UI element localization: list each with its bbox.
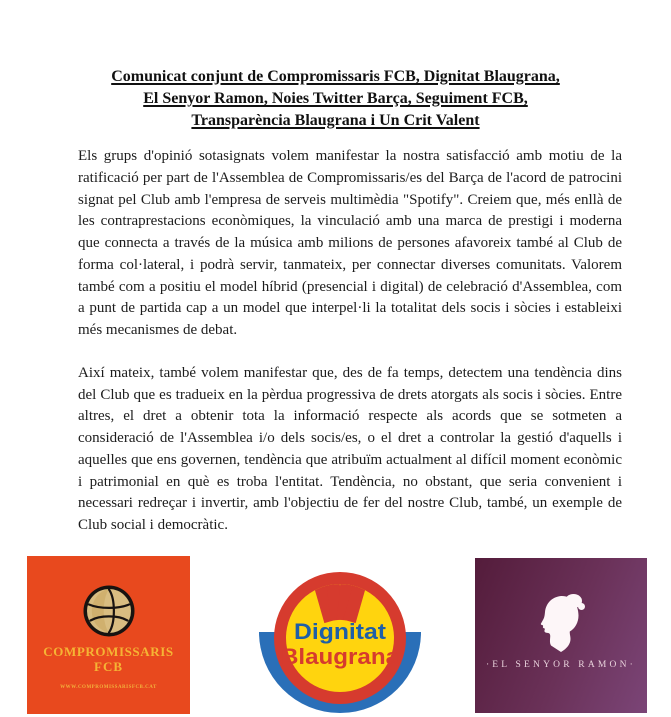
logo-dignitat-blaugrana xyxy=(257,572,423,713)
dignitat-word: Dignitat xyxy=(294,619,387,644)
compromissaris-website: WWW.COMPROMISSARISFCB.CAT xyxy=(60,685,157,690)
logo-compromissaris-fcb xyxy=(27,556,190,714)
title-line-1: Comunicat conjunt de Compromissaris FCB, Dignitat Blaugrana, xyxy=(111,68,560,85)
paragraph-2: Així mateix, també volem manifestar que, des de fa temps, detectem una tendència dins del Club que es tradueix en la pèrdua progressiva de drets atorgats als socis i sòcies. Entre altres, el dret a obtenir tota la informació respecte als acords que se sotmeten a consideració de l'Assemblea i/o dels socis/es, o el dret a controlar la gestió d'aquells i aquelles que ens governen, tendència que atribuïm actualment al difícil moment econòmic i patrimonial en què es troba l'entitat. Tendència, no obstant, que seria convenient i necessari redreçar i invertir, amb l'objectiu de fer del nostre Club, també, un exemple de Club social i democràtic. xyxy=(78,364,622,533)
football-icon xyxy=(83,585,135,637)
senyor-ramon-label: ·EL SENYOR RAMON· xyxy=(485,660,637,670)
title-line-3: Transparència Blaugrana i Un Crit Valent xyxy=(191,112,480,129)
logo-el-senyor-ramon xyxy=(475,558,647,713)
blaugrana-word: Blaugrana xyxy=(281,644,400,669)
woman-silhouette-icon xyxy=(535,593,587,653)
compromissaris-subtitle: FCB xyxy=(94,659,123,674)
document-title xyxy=(20,66,651,132)
document-body xyxy=(78,146,622,558)
paragraph-1: Els grups d'opinió sotasignats volem manifestar la nostra satisfacció amb motiu de la ratificació per part de l'Assemblea de Compromissaris/es del Barça de l'acord de patrocini signat pel Club amb l'empresa de serveis multimèdia "Spotify". Creiem que, més enllà de les contraprestacions econòmiques, la vinculació amb una marca de prestigi i moderna que connecta a través de la música amb milions de persones afavoreix també al Club de forma col·lateral, i podrà servir, tanmateix, per connectar diverses comunitats. Valorem també com a positiu el model híbrid (presencial i digital) de celebració d'Assemblea, com a punt de partida cap a un model que interpel·li la totalitat dels socis i sòcies i estableixi més mecanismes de debat. xyxy=(78,148,622,338)
compromissaris-title: COMPROMISSARIS xyxy=(43,644,174,659)
title-line-2: El Senyor Ramon, Noies Twitter Barça, Seguiment FCB, xyxy=(143,90,528,107)
